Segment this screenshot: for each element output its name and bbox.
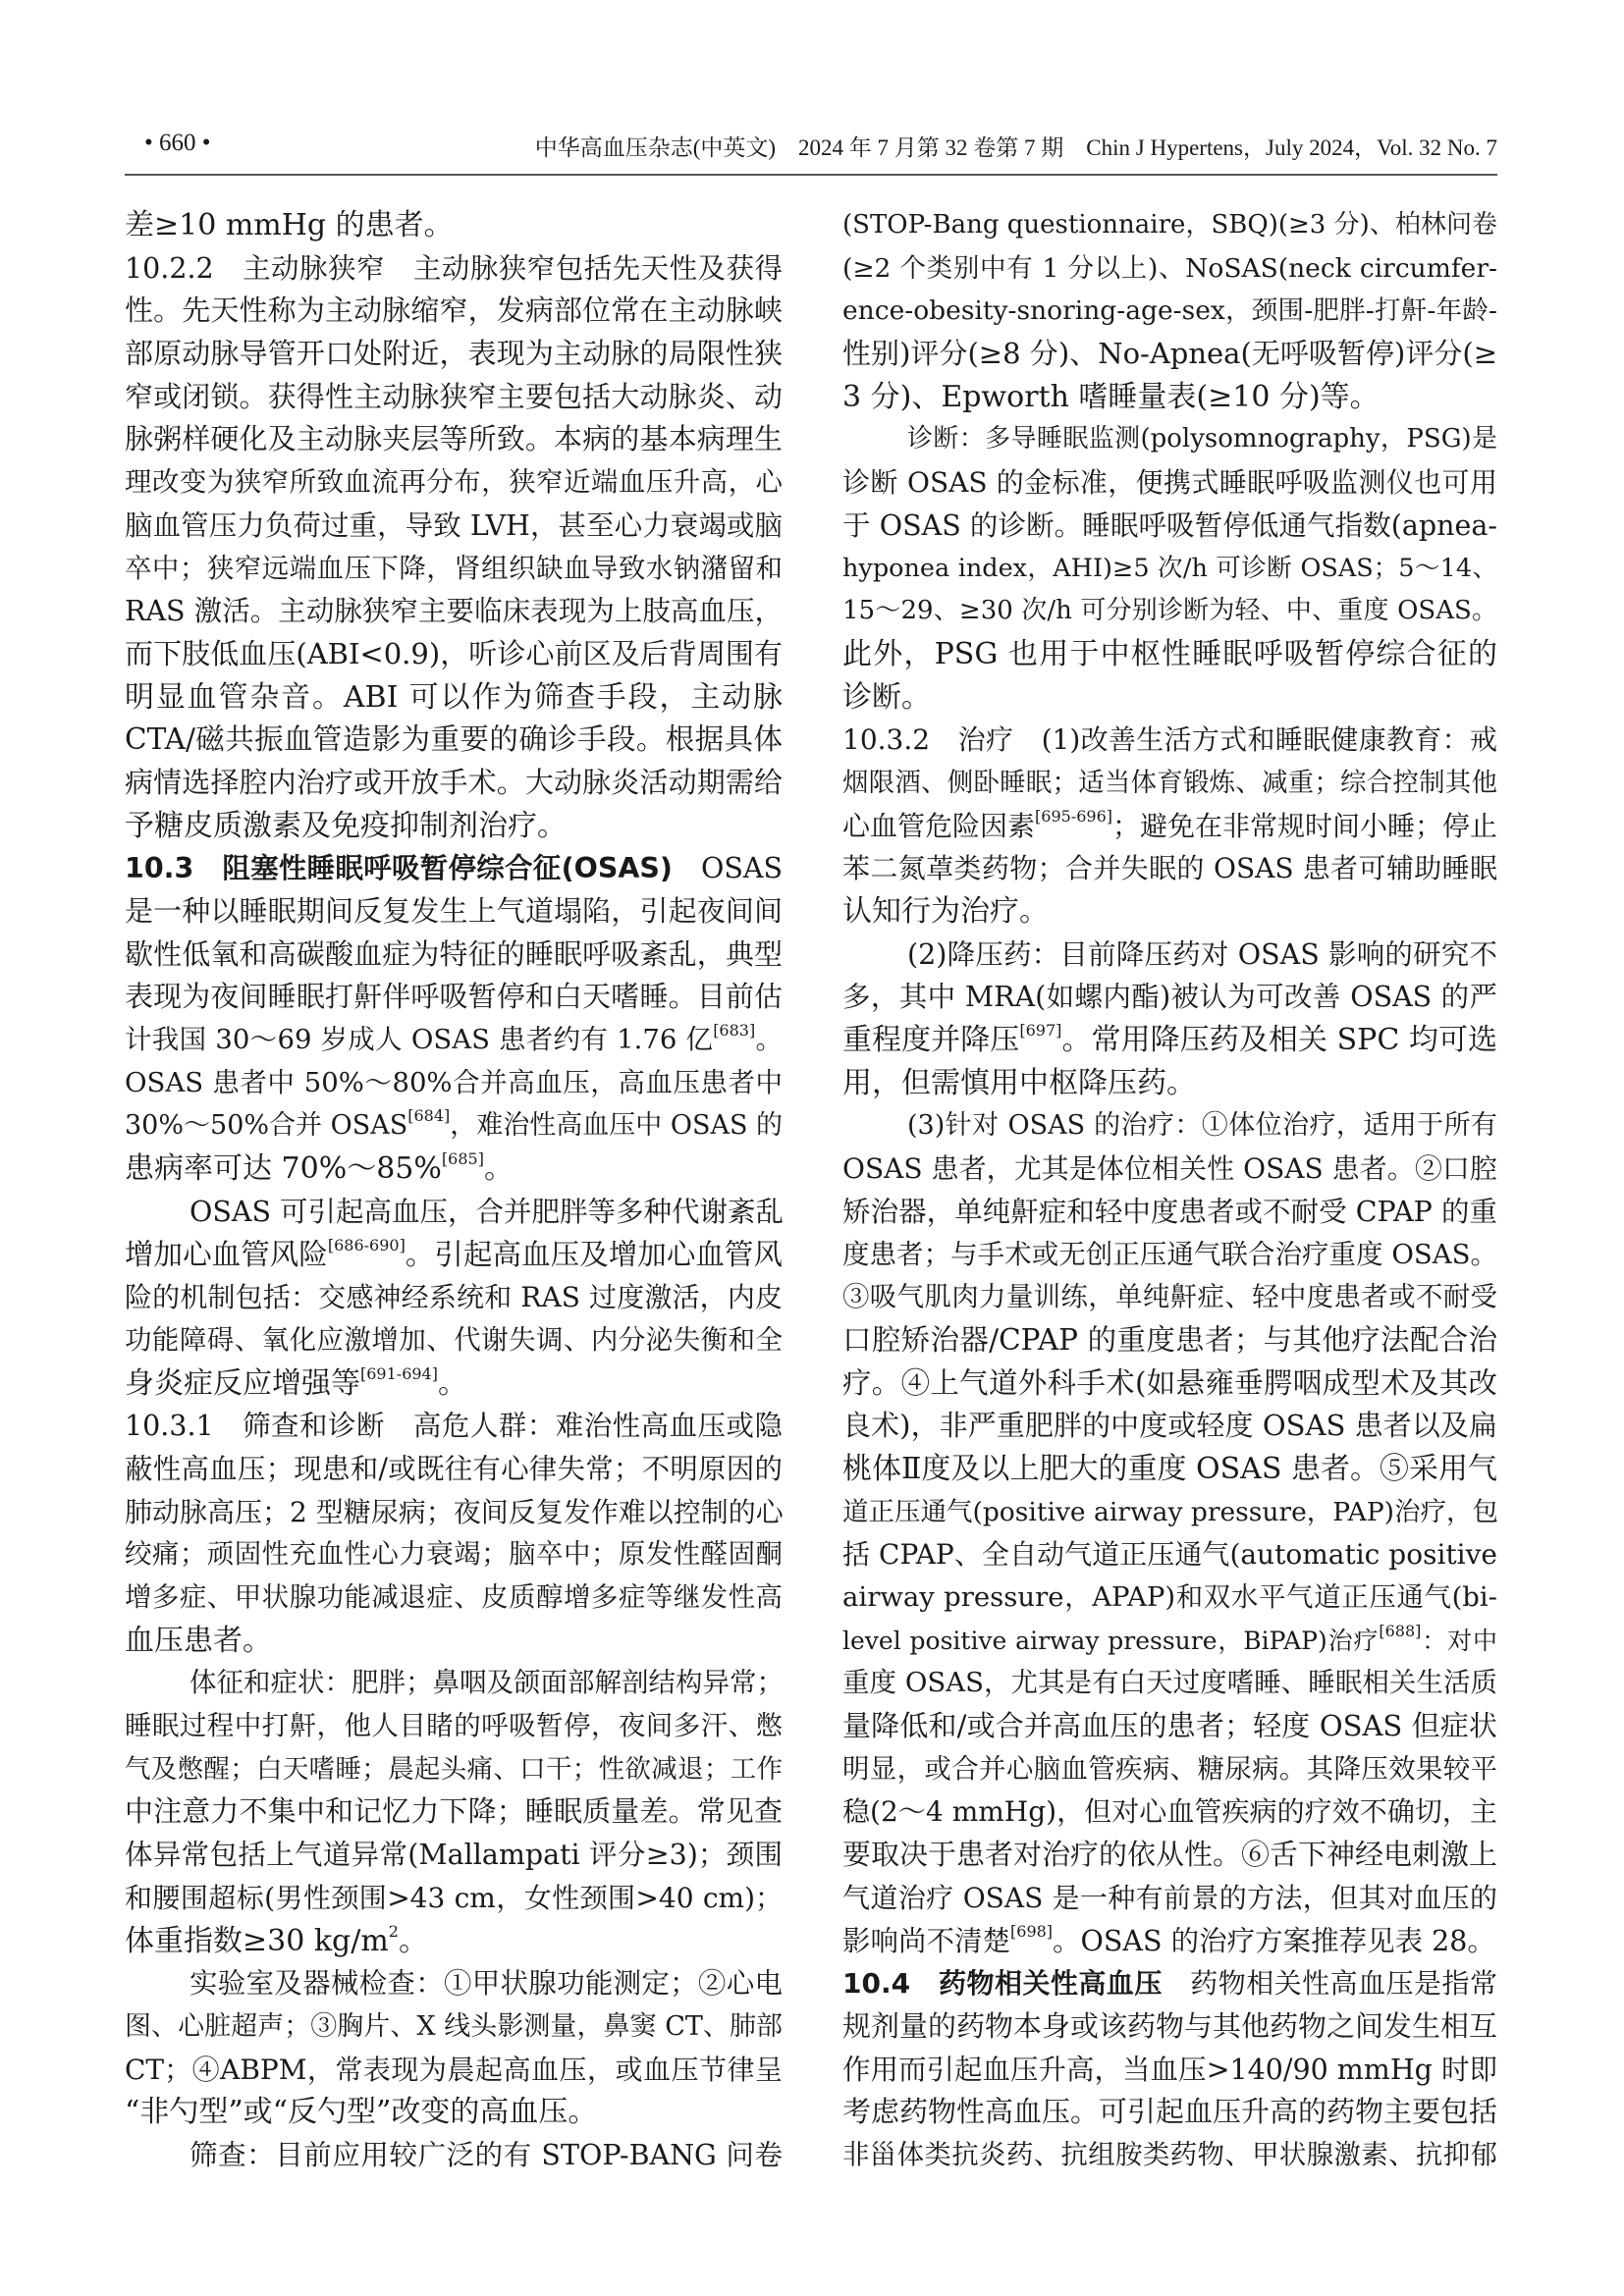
text-segment: 功能障碍、氧化应激增加、代谢失调、内分泌失衡和全 [125, 1323, 783, 1356]
text-segment: 予糖皮质激素及免疫抑制剂治疗。 [125, 808, 567, 843]
text-segment: 。 [398, 1923, 428, 1958]
citation-ref: [697] [1019, 1021, 1062, 1041]
text-segment: 重程度并降压 [842, 1023, 1020, 1058]
text-segment: 诊断。 [842, 679, 931, 715]
journal-citation: 中华高血压杂志(中英文) 2024 年 7 月第 32 卷第 7 期 Chin J Hypertens，July 2024，Vol. 32 No. 7 [534, 135, 1497, 160]
text-line [125, 1191, 783, 1234]
text-segment: 度患者；与手术或无创正压通气联合治疗重度 OSAS。 [842, 1238, 1497, 1270]
text-segment: ③吸气肌肉力量训练，单纯鼾症、轻中度患者或不耐受 [842, 1281, 1497, 1313]
text-segment: CT；④ABPM，常表现为晨起高血压，或血压节律呈 [125, 2053, 783, 2086]
text-line [842, 1234, 1497, 1277]
text-line [125, 2091, 783, 2134]
text-line [125, 1877, 783, 1920]
text-line [842, 2005, 1497, 2049]
text-segment: 气道治疗 OSAS 是一种有前景的方法，但其对血压的 [842, 1881, 1497, 1914]
text-line [125, 1405, 783, 1448]
text-segment: 窄或闭锁。获得性主动脉狭窄主要包括大动脉炎、动 [125, 379, 783, 413]
text-line [842, 1620, 1497, 1663]
text-segment: 血压患者。 [125, 1623, 272, 1658]
text-line [125, 418, 783, 461]
text-segment: OSAS 患者，尤其是体位相关性 OSAS 患者。②口腔 [842, 1152, 1497, 1186]
text-segment: ；避免在非常规时间小睡；停止 [1111, 809, 1497, 842]
text-line [842, 1790, 1497, 1834]
text-line [842, 1748, 1497, 1791]
text-line [125, 719, 783, 762]
text-segment: (STOP-Bang questionnaire，SBQ)(≥3 分)、柏林问卷 [842, 210, 1497, 240]
text-line [842, 976, 1497, 1019]
text-segment: 差≥10 mmHg 的患者。 [125, 208, 454, 242]
text-segment: OSAS 患者中 50%～80%合并高血压，高血压患者中 [125, 1066, 783, 1098]
text-line [125, 1705, 783, 1748]
text-line [125, 1662, 783, 1705]
right-column [842, 204, 1497, 2177]
text-segment: 诊断：多导睡眠监测(polysomnography，PSG)是 [907, 424, 1497, 454]
text-segment: 疗。④上气道外科手术(如悬雍垂腭咽成型术及其改 [842, 1365, 1497, 1400]
text-line [842, 719, 1497, 762]
text-line [125, 1576, 783, 1620]
text-line [842, 762, 1497, 805]
text-line [125, 934, 783, 977]
text-line [842, 204, 1497, 247]
text-segment: 药物相关性高血压是指常 [1162, 1967, 1497, 2001]
text-segment: 部原动脉导管开口处附近，表现为主动脉的局限性狭 [125, 337, 783, 371]
text-line [842, 1962, 1497, 2005]
text-line [125, 890, 783, 934]
text-segment: 非甾体类抗炎药、抗组胺类药物、甲状腺激素、抗抑郁 [842, 2138, 1497, 2170]
text-segment: 中注意力不集中和记忆力下降；睡眠质量差。常见查 [125, 1794, 783, 1829]
text-segment: (3)针对 OSAS 的治疗：①体位治疗，适用于所有 [907, 1110, 1497, 1142]
text-segment: 考虑药物性高血压。可引起血压升高的药物主要包括 [842, 2095, 1498, 2129]
text-segment: 性。先天性称为主动脉缩窄，发病部位常在主动脉峡 [125, 294, 783, 328]
text-line [125, 1448, 783, 1491]
text-segment: 矫治器，单纯鼾症和轻中度患者或不耐受 CPAP 的重 [842, 1195, 1497, 1228]
text-segment: 实验室及器械检查：①甲状腺功能测定；②心电 [189, 1967, 783, 2001]
text-segment: 10.2.2 主动脉狭窄 主动脉狭窄包括先天性及获得 [125, 251, 783, 285]
text-line [842, 418, 1497, 461]
text-line [842, 805, 1497, 848]
text-segment: 增加心血管风险 [125, 1237, 328, 1271]
text-line [842, 548, 1497, 591]
text-line [842, 1104, 1497, 1148]
text-line [125, 847, 783, 890]
text-line [842, 247, 1497, 291]
citation-ref: [686-690] [327, 1235, 406, 1255]
text-segment: ：对中 [1421, 1626, 1497, 1655]
text-segment: 苯二氮䓬类药物；合并失眠的 OSAS 患者可辅助睡眠 [842, 852, 1497, 885]
text-segment: 良术)，非严重肥胖的中度或轻度 OSAS 患者以及扁 [842, 1409, 1497, 1443]
citation-ref: [684] [407, 1106, 451, 1126]
text-line [842, 1491, 1497, 1534]
text-segment: 身炎症反应增强等 [125, 1365, 360, 1401]
text-line [125, 2049, 783, 2092]
text-line [125, 1962, 783, 2005]
text-segment: 诊断 OSAS 的金标准，便携式睡眠呼吸监测仪也可用 [842, 466, 1497, 500]
text-segment: 性别)评分(≥8 分)、No-Apnea(无呼吸暂停)评分(≥ [842, 337, 1497, 371]
text-line [125, 2134, 783, 2177]
text-segment: 括 CPAP、全自动气道正压通气(automatic positive [842, 1538, 1497, 1572]
text-segment: airway pressure，APAP)和双水平气道正压通气(bi- [842, 1581, 1497, 1613]
text-line [842, 290, 1497, 333]
text-segment: 要取决于患者对治疗的依从性。⑥舌下神经电刺激上 [842, 1838, 1498, 1872]
text-segment: 于 OSAS 的诊断。睡眠呼吸暂停低通气指数(apnea- [842, 508, 1497, 542]
text-line [125, 1104, 783, 1148]
text-line [125, 333, 783, 376]
text-line [125, 805, 783, 848]
text-line [842, 1834, 1497, 1877]
text-segment: 。 [437, 1365, 467, 1401]
text-line [842, 1877, 1497, 1920]
text-line [125, 505, 783, 548]
text-line [125, 1062, 783, 1105]
text-line [125, 676, 783, 720]
text-segment: 。常用降压药及相关 SPC 均可选 [1061, 1023, 1498, 1058]
text-line [842, 1191, 1497, 1234]
text-line [125, 1748, 783, 1791]
text-line [125, 1276, 783, 1319]
text-line [842, 2049, 1497, 2092]
text-segment: 稳(2～4 mmHg)，但对心血管疾病的疗效不确切，主 [842, 1795, 1497, 1829]
text-segment: hyponea index，AHI)≥5 次/h 可诊断 OSAS；5～14、 [842, 553, 1497, 583]
section-heading: 10.4 药物相关性高血压 [842, 1967, 1163, 2001]
text-segment: 体重指数≥30 kg/m [125, 1923, 389, 1958]
page-number: • 660 • [144, 130, 211, 156]
running-header [125, 130, 1497, 169]
text-line [125, 1533, 783, 1576]
text-line [125, 1491, 783, 1534]
text-segment: 。 [483, 1151, 514, 1187]
text-segment: 10.3.1 筛查和诊断 高危人群：难治性高血压或隐 [125, 1410, 783, 1443]
text-segment: 理改变为狭窄所致血流再分布，狭窄近端血压升高，心 [125, 466, 783, 499]
text-segment: 计我国 30～69 岁成人 OSAS 患者约有 1.76 亿 [125, 1024, 714, 1056]
text-segment: ，难治性高血压中 OSAS 的 [450, 1110, 784, 1142]
text-segment: 是一种以睡眠期间反复发生上气道塌陷，引起夜间间 [125, 894, 783, 928]
text-segment: 。OSAS 的治疗方案推荐见表 28。 [1053, 1924, 1495, 1957]
text-segment: level positive airway pressure，BiPAP)治疗 [842, 1626, 1380, 1655]
text-segment: 道正压通气(positive airway pressure，PAP)治疗，包 [842, 1496, 1498, 1527]
text-segment: 烟限酒、侧卧睡眠；适当体育锻炼、减重；综合控制其他 [842, 767, 1497, 798]
text-line [842, 676, 1497, 720]
text-segment: 绞痛；顽固性充血性心力衰竭；脑卒中；原发性醛固酮 [125, 1538, 783, 1571]
citation-ref: [688] [1379, 1621, 1422, 1640]
text-segment: 影响尚不清楚 [842, 1924, 1011, 1957]
text-line [125, 247, 783, 291]
text-line [842, 333, 1497, 376]
text-line [842, 1920, 1497, 1963]
text-line [125, 1362, 783, 1406]
text-segment: 增多症、甲状腺功能减退症、皮质醇增多症等继发性高 [125, 1581, 783, 1613]
text-line [842, 590, 1497, 633]
text-line [125, 2005, 783, 2049]
text-segment: 和腰围超标(男性颈围>43 cm，女性颈围>40 cm)； [125, 1881, 783, 1914]
text-line [842, 890, 1497, 934]
text-line [842, 1405, 1497, 1448]
text-segment: 卒中；狭窄远端血压下降，肾组织缺血导致水钠潴留和 [125, 552, 783, 584]
text-line [842, 505, 1497, 548]
header-rule [125, 174, 1497, 176]
text-segment: “非勺型”或“反勺型”改变的高血压。 [125, 2095, 598, 2130]
text-segment: 图、心脏超声；③胸片、X 线头影测量，鼻窦 CT、肺部 [125, 2010, 783, 2042]
text-segment: 。 [755, 1024, 784, 1056]
text-segment: 脑血管压力负荷过重，导致 LVH，甚至心力衰竭或脑 [125, 508, 783, 542]
text-segment: 桃体Ⅱ度及以上肥大的重度 OSAS 患者。⑤采用气 [842, 1451, 1497, 1486]
text-segment: (2)降压药：目前降压药对 OSAS 影响的研究不 [907, 937, 1497, 971]
text-segment: 明显，或合并心脑血管疾病、糖尿病。其降压效果较平 [842, 1752, 1497, 1785]
text-segment: 歇性低氧和高碳酸血症为特征的睡眠呼吸紊乱，典型 [125, 936, 783, 971]
citation-ref: [695-696] [1035, 806, 1112, 826]
text-segment: 表现为夜间睡眠打鼾伴呼吸暂停和白天嗜睡。目前估 [125, 980, 783, 1014]
text-line [842, 934, 1497, 977]
text-segment: 3 分)、Epworth 嗜睡量表(≥10 分)等。 [842, 379, 1380, 414]
text-line [842, 847, 1497, 890]
text-line [842, 1448, 1497, 1491]
text-segment: 重度 OSAS，尤其是有白天过度嗜睡、睡眠相关生活质 [842, 1667, 1497, 1699]
text-segment: 体异常包括上气道异常(Mallampati 评分≥3)；颈围 [125, 1839, 783, 1872]
text-segment: 15～29、≥30 次/h 可分别诊断为轻、中、重度 OSAS。 [842, 596, 1497, 626]
text-segment: 规剂量的药物本身或该药物与其他药物之间发生相互 [842, 2008, 1498, 2043]
text-segment: 体征和症状：肥胖；鼻咽及颌面部解剖结构异常； [189, 1667, 784, 1699]
text-segment: 心血管危险因素 [842, 809, 1036, 842]
text-line [125, 762, 783, 805]
text-line [125, 633, 783, 676]
text-segment: (≥2 个类别中有 1 分以上)、NoSAS(neck circumfer- [842, 252, 1497, 284]
text-line [842, 2091, 1497, 2134]
text-line [842, 1019, 1497, 1062]
text-line [125, 590, 783, 633]
text-segment: 作用而引起血压升高，当血压>140/90 mmHg 时即 [842, 2053, 1497, 2086]
citation-ref: [683] [713, 1021, 756, 1041]
text-line [842, 1362, 1497, 1406]
text-line [125, 1319, 783, 1362]
text-segment: CTA/磁共振血管造影为重要的确诊手段。根据具体 [125, 722, 783, 757]
text-line [125, 1148, 783, 1191]
text-segment: 明显血管杂音。ABI 可以作为筛查手段，主动脉 [125, 679, 783, 715]
text-line [125, 1234, 783, 1277]
text-segment: 筛查：目前应用较广泛的有 STOP-BANG 问卷 [189, 2138, 783, 2171]
citation-ref: [698] [1010, 1921, 1054, 1941]
text-segment: 。引起高血压及增加心血管风 [405, 1237, 783, 1271]
text-line [125, 290, 783, 333]
text-line [125, 1790, 783, 1834]
text-line [842, 1148, 1497, 1191]
text-segment: 险的机制包括：交感神经系统和 RAS 过度激活，内皮 [125, 1281, 783, 1314]
text-line [125, 204, 783, 247]
text-line [842, 1276, 1497, 1319]
citation-ref: 2 [388, 1921, 399, 1941]
citation-ref: [691-694] [360, 1363, 438, 1383]
text-line [125, 461, 783, 505]
text-line [842, 2134, 1497, 2177]
text-segment: RAS 激活。主动脉狭窄主要临床表现为上肢高血压， [125, 595, 783, 628]
text-line [842, 1705, 1497, 1748]
text-segment: 量降低和/或合并高血压的患者；轻度 OSAS 但症状 [842, 1709, 1497, 1743]
text-segment: 蔽性高血压；现患和/或既往有心律失常；不明原因的 [125, 1452, 783, 1485]
text-line [842, 1662, 1497, 1705]
text-segment: 30%～50%合并 OSAS [125, 1110, 408, 1142]
text-segment: 病情选择腔内治疗或开放手术。大动脉炎活动期需给 [125, 765, 783, 799]
text-line [125, 1920, 783, 1963]
text-segment: 10.3.2 治疗 (1)改善生活方式和睡眠健康教育：戒 [842, 723, 1497, 757]
text-segment: 口腔矫治器/CPAP 的重度患者；与其他疗法配合治 [842, 1322, 1497, 1357]
text-line [125, 1620, 783, 1663]
text-line [842, 461, 1497, 505]
text-line [125, 376, 783, 419]
text-line [842, 633, 1497, 676]
text-segment: 用，但需慎用中枢降压药。 [842, 1065, 1196, 1100]
citation-ref: [685] [441, 1149, 484, 1169]
text-segment: OSAS 可引起高血压，合并肥胖等多种代谢紊乱 [189, 1195, 785, 1228]
text-line [842, 1576, 1497, 1620]
text-segment: 气及憋醒；白天嗜睡；晨起头痛、口干；性欲减退；工作 [125, 1753, 783, 1785]
text-line [125, 548, 783, 591]
text-line [842, 1062, 1497, 1105]
text-segment: 睡眠过程中打鼾，他人目睹的呼吸暂停，夜间多汗、憋 [125, 1710, 783, 1742]
text-line [125, 1834, 783, 1877]
text-line [842, 376, 1497, 419]
text-segment: 此外，PSG 也用于中枢性睡眠呼吸暂停综合征的 [842, 636, 1497, 671]
text-segment: 多，其中 MRA(如螺内酯)被认为可改善 OSAS 的严 [842, 981, 1497, 1014]
text-segment: 而下肢低血压(ABI<0.9)，听诊心前区及后背周围有 [125, 636, 783, 670]
text-segment: 肺动脉高压；2 型糖尿病；夜间反复发作难以控制的心 [125, 1495, 784, 1528]
text-segment: 患病率可达 70%～85% [125, 1151, 442, 1187]
text-segment: 脉粥样硬化及主动脉夹层等所致。本病的基本病理生 [125, 422, 783, 456]
text-segment: OSAS [672, 852, 783, 885]
text-line [842, 1533, 1497, 1576]
text-line [842, 1319, 1497, 1362]
text-segment: ence-obesity-snoring-age-sex，颈围-肥胖-打鼾-年龄- [842, 295, 1497, 327]
text-line [125, 976, 783, 1019]
section-heading: 10.3 阻塞性睡眠呼吸暂停综合征(OSAS) [125, 852, 673, 885]
text-segment: 认知行为治疗。 [842, 894, 1049, 929]
left-column [125, 204, 783, 2177]
text-line [125, 1019, 783, 1062]
